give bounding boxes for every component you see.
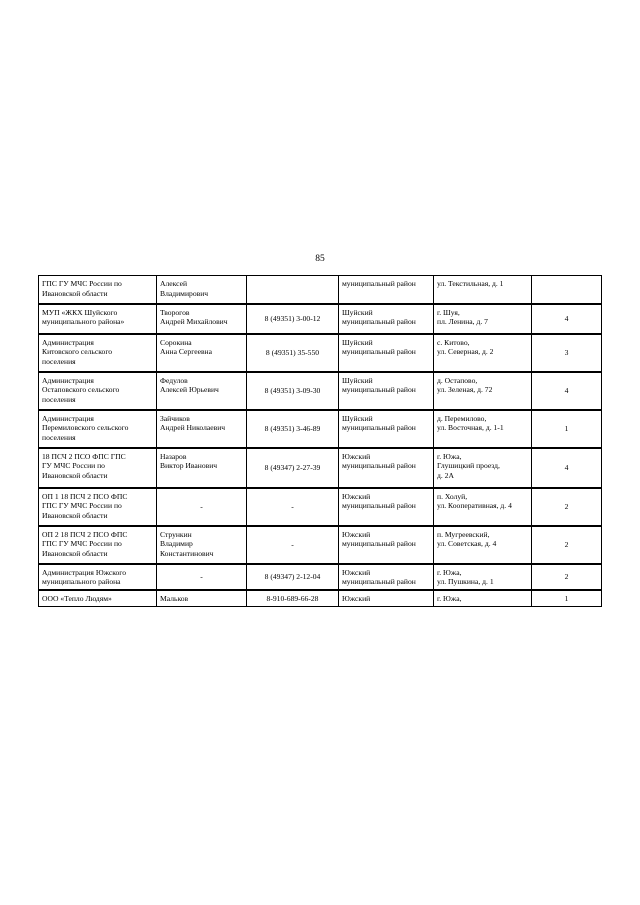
cell-address-line: ул. Зеленая, д. 72 [437,385,493,395]
cell-organization-line: ОП 2 18 ПСЧ 2 ПСО ФПС [42,529,128,539]
cell-contact-person-line: Творогов [160,307,190,317]
cell-district-line: муниципальный район [342,347,416,357]
cell-contact-person-line: Федулов [160,375,188,385]
cell-organization [39,372,157,410]
cell-organization-line: ГПС ГУ МЧС России по [42,501,122,511]
cell-contact-person [157,488,247,526]
page-number: 85 [315,254,325,264]
cell-organization-line: Перемиловского сельского [42,423,129,433]
cell-organization-line: поселения [42,432,76,442]
cell-district [339,410,434,448]
cell-contact-person [157,334,247,372]
cell-organization-line: муниципального района» [42,317,125,327]
cell-address-line: ул. Кооперативная, д. 4 [437,501,512,511]
cell-count: 3 [532,334,602,372]
cell-address-line: д. Остапово, [437,375,478,385]
cell-organization-line: Остаповского сельского [42,385,120,395]
cell-district [339,488,434,526]
cell-organization-line: ГПС ГУ МЧС России по [42,279,122,288]
cell-address-line: ул. Восточная, д. 1-1 [437,423,504,433]
cell-organization-line: ОП 1 18 ПСЧ 2 ПСО ФПС [42,491,128,501]
cell-phone: 8 (49351) 35-550 [247,334,339,372]
cell-phone: 8 (49351) 3-46-89 [247,410,339,448]
cell-address-line: пл. Ленина, д. 7 [437,317,488,327]
cell-address [434,448,532,488]
cell-address-line: ул. Северная, д. 2 [437,347,494,357]
cell-contact-person-line: Владимир [160,539,193,549]
cell-district-line: Южский [342,491,371,501]
cell-organization-line: поселения [42,394,76,404]
cell-phone: - [247,488,339,526]
cell-address-line: ул. Текстильная, д. 1 [437,279,504,288]
cell-district-line: Южский [342,529,371,539]
cell-organization [39,564,157,590]
cell-contact-person-line: Владимирович [160,288,209,298]
cell-organization-line: Администрация [42,337,94,347]
cell-phone: 8 (49351) 3-00-12 [247,304,339,334]
cell-organization-line: ООО «Тепло Людям» [42,593,112,603]
cell-organization-line: Ивановской области [42,288,108,298]
cell-count: 1 [532,410,602,448]
cell-district [339,304,434,334]
table-row [39,276,602,304]
cell-district-line: Южский [342,451,371,461]
cell-contact-person-line: Мальков [160,593,189,603]
cell-address-line: Глушицкий проезд, [437,461,500,471]
cell-address-line: д. 2А [437,470,454,480]
table-row [39,334,602,372]
cell-district-line: Шуйский [342,375,373,385]
cell-district-line: муниципальный район [342,317,416,327]
table-row [39,564,602,590]
cell-contact-person-line: Зайчиков [160,413,190,423]
cell-district [339,590,434,607]
cell-contact-person [157,564,247,590]
cell-address [434,488,532,526]
cell-count: 2 [532,564,602,590]
table-row [39,448,602,488]
cell-contact-person-line: Виктор Иванович [160,461,218,471]
cell-contact-person-line: Сорокина [160,337,192,347]
cell-contact-person-line: Назаров [160,451,187,461]
cell-organization-line: Администрация [42,375,94,385]
cell-contact-person [157,448,247,488]
table-row [39,526,602,564]
cell-address [434,304,532,334]
cell-organization-line: Ивановской области [42,470,108,480]
cell-address [434,372,532,410]
cell-organization-line: поселения [42,356,76,366]
table-row [39,304,602,334]
cell-organization [39,304,157,334]
cell-organization-line: Ивановской области [42,548,108,558]
cell-district [339,526,434,564]
cell-district [339,564,434,590]
cell-count: 4 [532,372,602,410]
cell-count: 1 [532,590,602,607]
cell-address-line: ул. Пушкина, д. 1 [437,577,494,587]
cell-contact-person-line: Андрей Николаевич [160,423,226,433]
cell-count: 2 [532,488,602,526]
cell-district [339,276,434,304]
cell-contact-person [157,372,247,410]
cell-address-line: г. Южа, [437,567,462,577]
cell-contact-person-line: - [200,502,203,512]
cell-contact-person [157,276,247,304]
cell-address-line: г. Южа, [437,451,462,461]
cell-contact-person-line: Алексей Юрьевич [160,385,219,395]
cell-count [532,276,602,304]
cell-contact-person-line: - [200,572,203,582]
cell-organization-line: 18 ПСЧ 2 ПСО ФПС ГПС [42,451,126,461]
cell-organization [39,448,157,488]
cell-district-line: муниципальный район [342,385,416,395]
cell-contact-person-line: Константинович [160,548,214,558]
table-row [39,410,602,448]
cell-phone: 8 (49351) 3-09-30 [247,372,339,410]
cell-address [434,334,532,372]
cell-phone: 8 (49347) 2-12-04 [247,564,339,590]
cell-organization [39,526,157,564]
cell-count: 4 [532,448,602,488]
cell-contact-person-line: Алексей [160,279,188,288]
cell-organization [39,410,157,448]
cell-contact-person-line: Анна Сергеевна [160,347,212,357]
cell-address-line: п. Мугреевский, [437,529,490,539]
cell-organization [39,488,157,526]
cell-address-line: д. Перемилово, [437,413,487,423]
cell-district-line: муниципальный район [342,501,416,511]
cell-address [434,564,532,590]
cell-organization [39,590,157,607]
cell-organization-line: Администрация [42,413,94,423]
cell-count: 4 [532,304,602,334]
cell-count: 2 [532,526,602,564]
cell-address [434,526,532,564]
cell-contact-person [157,304,247,334]
cell-district-line: Южский [342,593,371,603]
cell-district-line: муниципальный район [342,539,416,549]
cell-contact-person [157,526,247,564]
table-row [39,488,602,526]
cell-organization-line: ГПС ГУ МЧС России по [42,539,122,549]
cell-address-line: с. Китово, [437,337,470,347]
cell-district [339,334,434,372]
cell-phone: 8 (49347) 2-27-39 [247,448,339,488]
cell-organization-line: МУП «ЖКХ Шуйского [42,307,118,317]
cell-district-line: Шуйский [342,337,373,347]
cell-organization-line: ГУ МЧС России по [42,461,105,471]
cell-address [434,410,532,448]
cell-organization-line: Администрация Южского [42,567,127,577]
cell-address [434,590,532,607]
cell-organization-line: муниципального района [42,577,121,587]
table-row [39,590,602,607]
cell-district-line: Южский [342,567,371,577]
cell-phone: 8-910-689-66-28 [247,590,339,607]
cell-organization-line: Китовского сельского [42,347,113,357]
cell-organization [39,276,157,304]
cell-district [339,448,434,488]
cell-district-line: Шуйский [342,307,373,317]
cell-address-line: п. Холуй, [437,491,468,501]
cell-district-line: муниципальный район [342,279,416,288]
cell-district-line: Шуйский [342,413,373,423]
cell-address [434,276,532,304]
cell-contact-person [157,410,247,448]
cell-district-line: муниципальный район [342,461,416,471]
cell-phone [247,276,339,304]
cell-contact-person-line: Стрункин [160,529,192,539]
cell-contact-person [157,590,247,607]
contacts-table [38,275,602,607]
cell-organization [39,334,157,372]
table-row [39,372,602,410]
cell-address-line: г. Южа, [437,593,462,603]
cell-organization-line: Ивановской области [42,510,108,520]
cell-district [339,372,434,410]
cell-address-line: ул. Советская, д. 4 [437,539,497,549]
cell-address-line: г. Шуя, [437,307,460,317]
cell-phone: - [247,526,339,564]
cell-district-line: муниципальный район [342,423,416,433]
cell-district-line: муниципальный район [342,577,416,587]
cell-contact-person-line: Андрей Михайлович [160,317,228,327]
